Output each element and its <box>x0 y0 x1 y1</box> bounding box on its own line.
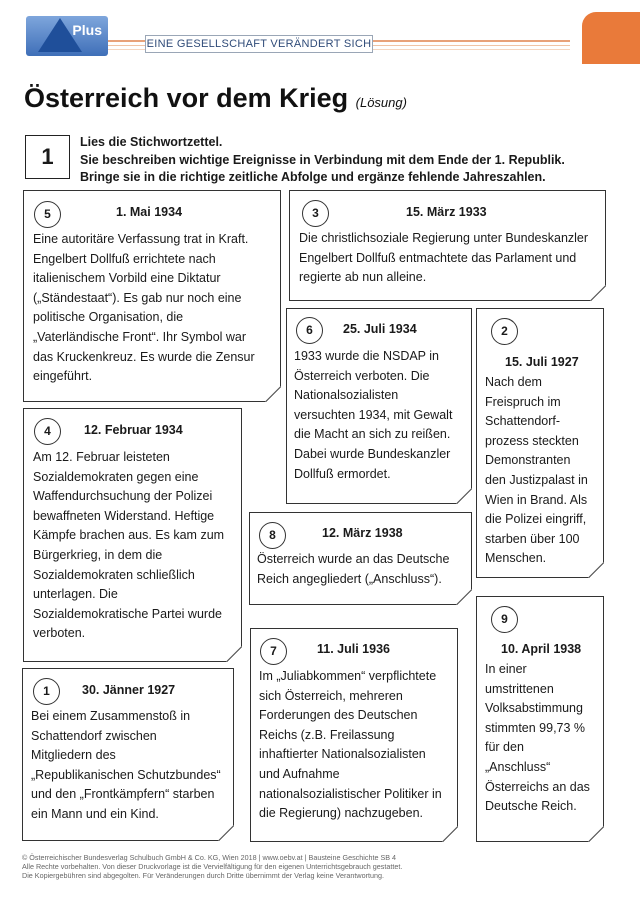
order-number-circle: 6 <box>296 317 323 344</box>
card-date: 1. Mai 1934 <box>116 205 183 219</box>
note-card-februar-1934 <box>23 408 242 662</box>
card-text: Österreich wurde an das Deutsche Reich angegliedert („Anschluss“). <box>257 552 450 586</box>
task-line-2: Sie beschreiben wichtige Ereignisse in Verbindung mit dem Ende der 1. Republik. <box>80 152 565 167</box>
order-number-circle: 5 <box>34 201 61 228</box>
order-number-circle: 3 <box>302 200 329 227</box>
card-text: In einer umstrittenen Volksabstimmung stimmten 99,73 % für den „Anschluss“ Österreichs an das Deutsche Reich. <box>485 662 590 814</box>
card-text: 1933 wurde die NSDAP in Österreich verboten. Die Nationalsozialisten versuchten 1934, mit Gewalt die Macht an sich zu reißen. Dabei wurde Bundeskanzler Dollfuß ermordet. <box>294 349 453 481</box>
task-line-3: Bringe sie in die richtige zeitliche Abfolge und ergänze fehlende Jahreszahlen. <box>80 170 546 184</box>
note-card-april-1938 <box>476 596 604 842</box>
card-date: 25. Juli 1934 <box>343 322 417 336</box>
note-card-jaenner-1927 <box>22 668 234 841</box>
footer-line-2: Alle Rechte vorbehalten. Von dieser Druckvorlage ist die Vervielfältigung für den eigenen Unterrichtsgebrauch gestattet. <box>22 862 403 871</box>
order-number-circle: 1 <box>33 678 60 705</box>
copyright-footer <box>22 853 402 880</box>
card-text: Eine autoritäre Verfassung trat in Kraft. Engelbert Dollfuß errichtete nach italienischem Vorbild eine Diktatur („Ständestaat“). Es gab nur noch eine politische Organisation, die „Vaterländische Front“. Ihr Symbol war das Kruckenkreuz. Es wurde die Zensur eingeführt. <box>33 232 255 384</box>
footer-line-3: Die Kopiergebühren sind abgegolten. Für Veränderungen durch Dritte übernimmt der Verlag keine Verantwortung. <box>22 871 384 880</box>
card-text: Die christlichsoziale Regierung unter Bundeskanzler Engelbert Dollfuß entmachtete das Parlament und regierte ab nun alleine. <box>299 231 589 285</box>
order-number-circle: 9 <box>491 606 518 633</box>
page-subtitle: (Lösung) <box>355 95 407 110</box>
note-card-mai-1934 <box>23 190 281 402</box>
order-number-circle: 7 <box>260 638 287 665</box>
card-text: Bei einem Zusammenstoß in Schattendorf zwischen Mitgliedern des „Republikanischen Schutzbundes“ und den „Frontkämpfern“ starben ein Mann und ein Kind. <box>31 709 221 821</box>
order-number-circle: 8 <box>259 522 286 549</box>
card-text: Nach dem Freispruch im Schattendorf- prozess steckten Demonstranten den Justizpalast in Wien in Brand. Als die Polizei eingriff, starben über 100 Menschen. <box>485 375 588 566</box>
order-number-circle: 4 <box>34 418 61 445</box>
card-text: Im „Juliabkommen“ verpflichtete sich Österreich, mehreren Forderungen des Deutschen Reichs (z.B. Freilassung inhaftierter Nationalsozialisten und Aufnahme nationalsozialistischer Politiker in die Regierung) nachzugeben. <box>259 669 442 821</box>
card-date: 30. Jänner 1927 <box>82 683 176 697</box>
note-card-juli-1927 <box>476 308 604 578</box>
card-date: 10. April 1938 <box>501 642 582 656</box>
card-date: 12. Februar 1934 <box>84 423 183 437</box>
card-date: 15. Juli 1927 <box>505 355 579 369</box>
page-title-text: Österreich vor dem Krieg <box>24 83 349 113</box>
header-orange-tab <box>582 12 640 64</box>
card-text: Am 12. Februar leisteten Sozialdemokraten gegen eine Waffendurchsuchung der Polizei bewaffneten Widerstand. Heftige Kämpfe brachen aus. Es kam zum Bürgerkrieg, in dem die Sozialdemokraten schließlich unterlagen. Die Sozialdemokratische Partei wurde verboten. <box>33 450 225 641</box>
card-date: 15. März 1933 <box>406 205 487 219</box>
order-number-circle: 2 <box>491 318 518 345</box>
logo-text: Plus <box>72 22 102 38</box>
publisher-logo <box>26 16 108 56</box>
task-instructions <box>80 134 565 187</box>
note-card-juli-1934 <box>286 308 472 504</box>
card-date: 12. März 1938 <box>322 526 403 540</box>
page-title <box>24 83 407 114</box>
footer-line-1: © Österreichischer Bundesverlag Schulbuch GmbH & Co. KG, Wien 2018 | www.oebv.at | Bausteine Geschichte SB 4 <box>22 853 397 862</box>
note-card-maerz-1933 <box>289 190 606 301</box>
note-card-maerz-1938 <box>249 512 472 605</box>
series-motto: EINE GESELLSCHAFT VERÄNDERT SICH <box>145 35 373 53</box>
note-card-juli-1936 <box>250 628 458 842</box>
task-line-1: Lies die Stichwortzettel. <box>80 135 223 149</box>
card-date: 11. Juli 1936 <box>317 642 390 656</box>
task-number: 1 <box>25 135 70 179</box>
